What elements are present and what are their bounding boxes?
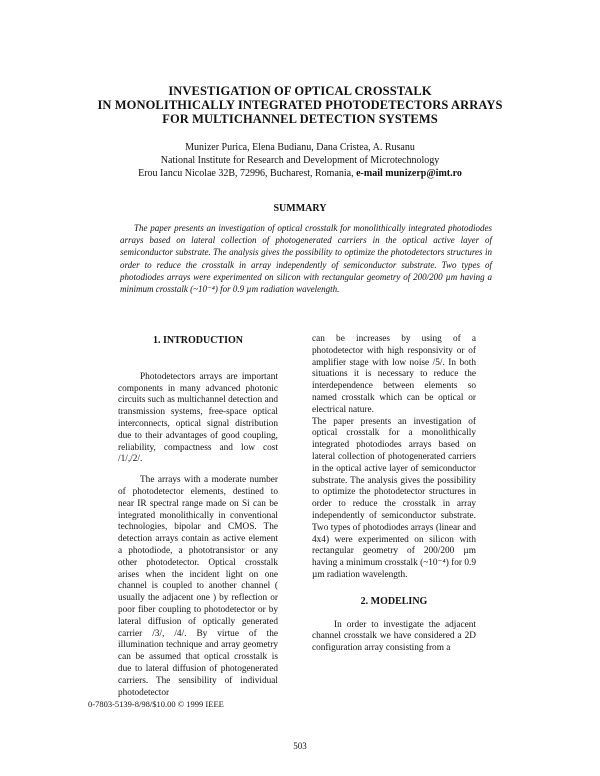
author-names: Munizer Purica, Elena Budianu, Dana Cristea, A. Rusanu (185, 142, 415, 153)
left-column (118, 335, 278, 699)
author-block (60, 141, 540, 180)
author-email: e-mail munizerp@imt.ro (356, 168, 462, 179)
author-affiliation: National Institute for Research and Development of Microtechnology (160, 155, 440, 166)
modeling-heading: 2. MODELING (360, 595, 428, 607)
introduction-heading: 1. INTRODUCTION (152, 335, 243, 346)
title-line-1: INVESTIGATION OF OPTICAL CROSSTALK (168, 84, 432, 98)
author-address-line (60, 167, 540, 180)
title-line-2: IN MONOLITHICALLY INTEGRATED PHOTODETECTORS ARRAYS (97, 98, 503, 112)
intro-paragraph-3: can be increases by using of a photodetector with high responsivity or of amplifier stage with low noise /5/. In both situations it is necessary to reduce the interdependence between elements so named crosstalk which can be optical or electrical nature. (312, 334, 476, 415)
intro-paragraph-2: The arrays with a moderate number of photodetector elements, destined to near IR spectral range made on Si can be integrated monolithically in conventional technologies, bipolar and CMOS. The detection arrays contain as active element a photodiode, a phototransistor or any other photodetector. Optical crosstalk arises when the incident light on one channel is coupled to another channel ( usually the adjacent one ) by reflection or poor fiber coupling to photodetector or by lateral diffusion of optically generated carrier /3/, /4/. By virtue of the illumination technique and array geometry can be assumed that optical crosstalk is due to lateral diffusion of photogenerated carriers. The sensibility of individual photodetector (118, 475, 278, 698)
intro-paragraph-4: The paper presents an investigation of optical crosstalk for a monolithically integrated photodiodes arrays based on lateral collection of photogenerated carriers in the optical active layer of semiconductor substrate. The analysis gives the possibility to optimize the photodetector structures in order to reduce the crosstalk in array independently of semiconductor substrate. Two types of photodiodes arrays (linear and 4x4) were experimented on silicon with rectangular geometry of 200/200 µm having a minimum crosstalk (~10⁻⁴) for 0.9 µm radiation wavelength. (312, 416, 476, 580)
title-line-3: FOR MULTICHANNEL DETECTION SYSTEMS (162, 112, 438, 126)
abstract-text: The paper presents an investigation of optical crosstalk for monolithically integrated photodiodes arrays based on lateral collection of photogenerated carriers in the optical active layer of semiconductor substrate. The analysis gives the possibility to optimize the photodetectors structures in order to reduce the crosstalk in array independently of semiconductor substrate. Two types of photodiodes arrays were experimented on silicon with rectangular geometry of 200/200 µm having a minimum crosstalk (~10⁻⁴) for 0.9 µm radiation wavelength. (120, 223, 492, 295)
right-column (312, 334, 476, 655)
page-number: 503 (293, 741, 307, 751)
paper-title (60, 84, 540, 126)
author-address: Erou Iancu Nicolae 32B, 72996, Bucharest, Romania, (138, 168, 357, 179)
modeling-paragraph-1: In order to investigate the adjacent channel crosstalk we have considered a 2D configuration array consisting from a (312, 619, 476, 654)
summary-heading: SUMMARY (273, 203, 327, 214)
copyright-notice: 0-7803-5139-8/98/$10.00 © 1999 IEEE (88, 699, 224, 709)
intro-paragraph-1: Photodetectors arrays are important components in many advanced photonic circuits such as multichannel detection and transmission systems, free-space optical interconnects, optical signal distribution due to their advantages of good coupling, reliability, compactness and low cost /1/,/2/. (118, 371, 278, 465)
